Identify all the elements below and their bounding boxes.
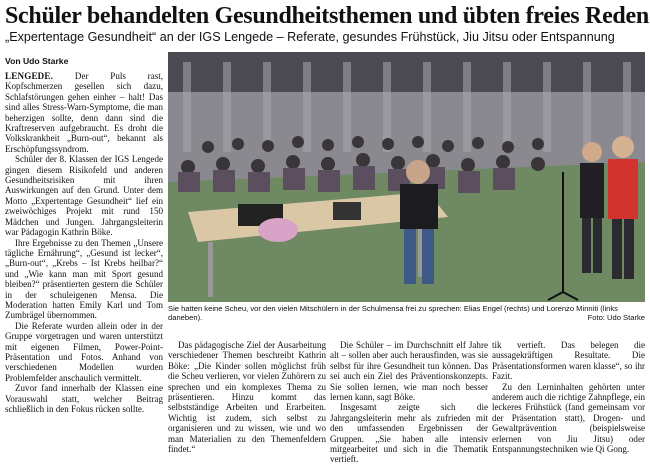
- paragraph: Insgesamt zeigte sich die Jahrgangsleiterin mehr als zufrieden mit den umfassenden Ergebnissen der Gruppen. „Sie haben alle intensiv mitgearbeitet und sich in die Thematik vertieft.: [330, 402, 488, 465]
- paragraph-text: Der Puls rast, Kopfschmerzen gesellen sich dazu, Schlafstörungen gehen einher – halt! Das sind alles Stress-Warn-Symptome, die man beherzigen sollte, denn dann sind die Kraftreserven aufgebraucht. Es droht die Volkskrankheit „Burn-out“, bekannt als Erschöpfungssyndrom.: [5, 71, 163, 154]
- article-column-3: [330, 340, 488, 467]
- paragraph: Die Schüler – im Durchschnitt elf Jahre alt – sollen aber auch herausfinden, was sie selbst für ihre Gesundheit tun können. Das sei auch ein Ziel des Präventionskonzepts. Sie sollen lernen, wie man noch besser lernen kann, sagt Böke.: [330, 340, 488, 403]
- paragraph: Zuvor fand innerhalb der Klassen eine Vorauswahl statt, welcher Beitrag schließlich in den Fokus rücken sollte.: [5, 383, 163, 414]
- dateline: LENGEDE.: [5, 71, 54, 81]
- byline: Von Udo Starke: [5, 56, 69, 66]
- paragraph: Schüler der 8. Klassen der IGS Lengede gingen diesem Risikofeld und anderen Gesundheitsrisiken mit ihren Auswirkungen auf den Grund. Unter dem Motto „Expertentage Gesundheit“ lief ein zweiwöchiges Projekt mit rund 150 Mädchen und Jungen. Jahrgangsleiterin war Pädagogin Kathrin Böke.: [5, 154, 163, 238]
- subheadline: „Expertentage Gesundheit“ an der IGS Lengede – Referate, gesundes Frühstück, Jiu Jitsu oder Entspannung: [5, 30, 615, 44]
- paragraph: Zu den Lerninhalten gehörten unter anderem auch die richtige Zahnpflege, ein leckeres Frühstück (fand gemeinsam vor der Präsentation statt), Drogen- und Gewaltprävention (beispielsweise erlernen von Jiu Jitsu) oder Entspannungstechniken wie Qi Gong.: [492, 381, 645, 455]
- article-column-2: [168, 340, 326, 467]
- paragraph: Die Referate wurden allein oder in der Gruppe vorgetragen und waren unterstützt mit eigenen Filmen, Power-Point-Präsentation und Fotos. Anhand von verschiedenen Modellen wurden Problemfelder anschaulich vermittelt.: [5, 320, 163, 383]
- photo-credit: Foto: Udo Starke: [587, 313, 645, 323]
- article-column-1: [5, 71, 163, 467]
- photo-caption: [168, 304, 645, 323]
- article-column-4: [492, 340, 645, 467]
- headline: Schüler behandelten Gesundheitsthemen und übten freies Reden: [5, 3, 649, 29]
- caption-text: Sie hatten keine Scheu, vor den vielen Mitschülern in der Schulmensa frei zu sprechen: Elias Engel (rechts) und Lorenzo Minniti (links daneben).: [168, 304, 618, 323]
- paragraph: tik vertieft. Das belegen die aussagekräftigen Resultate. Die Präsentationsformen waren klasse“, so ihr Fazit.: [492, 340, 645, 382]
- article-photo: [168, 52, 645, 302]
- paragraph: [5, 71, 163, 154]
- paragraph: Das pädagogische Ziel der Ausarbeitung verschiedener Themen beschreibt Kathrin Böke: „Die Kinder sollen möglichst früh die Scheu verlieren, vor vielen Zuhörern zu sprechen und ein komplexes Thema zu präsentieren. Hinzu kommt das selbstständige Arbeiten und Erarbeiten. Wichtig ist zudem, sich selbst zu organisieren und zu wissen, wie und wo man Materialien zu den Themenfeldern findet.“: [168, 340, 326, 455]
- paragraph: Ihre Ergebnisse zu den Themen „Unsere tägliche Ernährung“, „Gesund ist lecker“, „Burn-out“, „Krebs – Ist Krebs heilbar?“ und „Wie kann man mit Sport gesund bleiben?“ präsentierten gestern die Schüler in der schuleigenen Mensa. Die Moderation hatten Emily Karl und Tom Zumbrägel übernommen.: [5, 237, 163, 321]
